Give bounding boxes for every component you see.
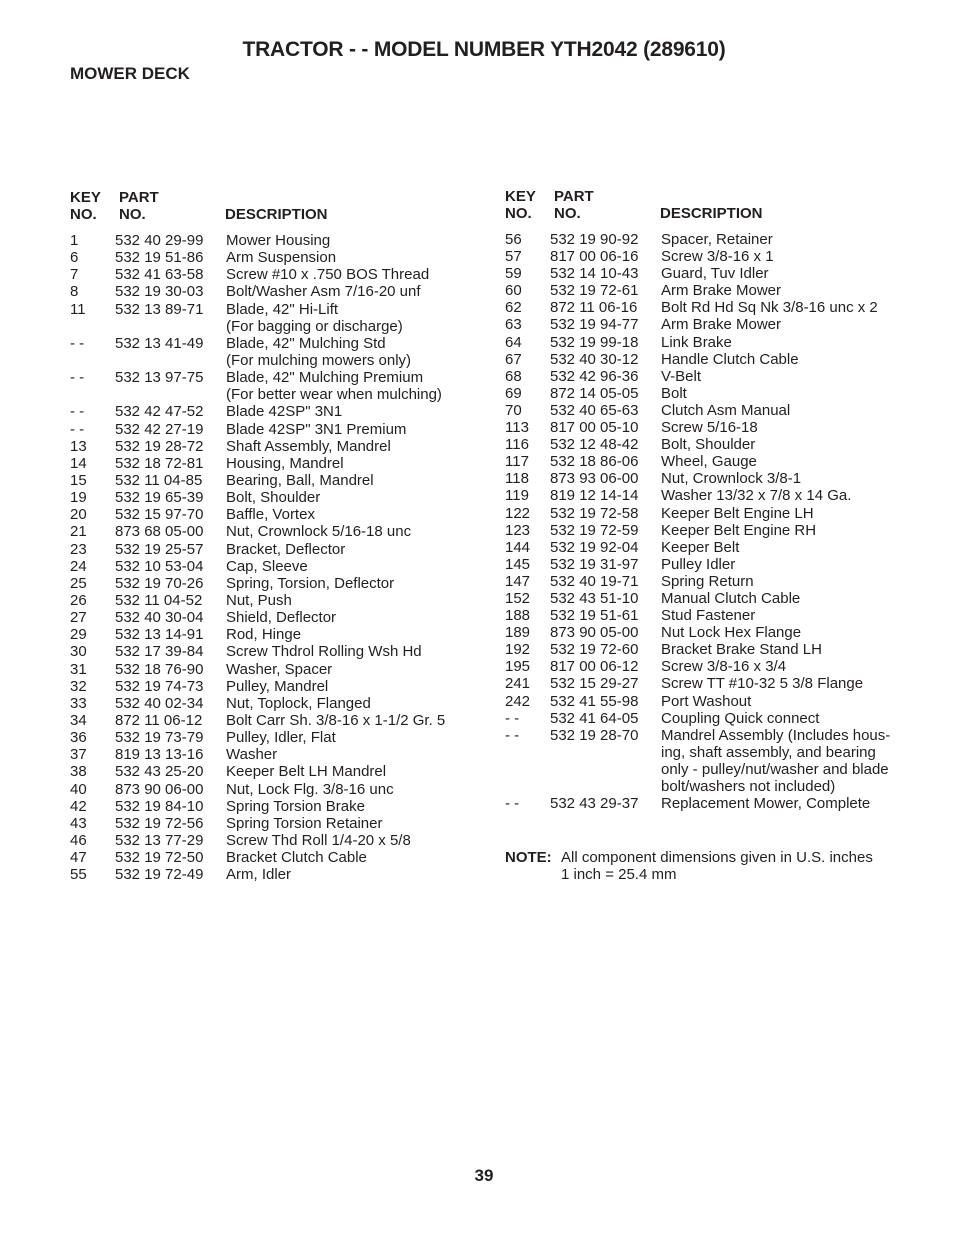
table-row [505, 334, 905, 351]
key-cell: 59 [505, 265, 522, 283]
part-number-cell: 532 13 14-91 [115, 626, 204, 644]
part-number-cell: 532 18 72-81 [115, 454, 204, 472]
key-cell: 57 [505, 248, 522, 266]
right-header-part: PART NO. [554, 188, 594, 222]
key-cell: 119 [505, 487, 529, 505]
table-row [70, 866, 470, 883]
key-cell: 122 [505, 504, 531, 522]
key-cell: 188 [505, 607, 531, 625]
description-cell: Spring Return [661, 572, 754, 590]
table-row [70, 575, 470, 592]
key-cell: 47 [70, 849, 87, 867]
table-row [70, 335, 470, 352]
description-cell: Nut, Crownlock 5/16-18 unc [226, 523, 412, 541]
part-number-cell: 532 19 28-70 [550, 726, 639, 744]
table-row [505, 556, 905, 573]
part-number-cell: 872 14 05-05 [550, 384, 639, 402]
key-cell: 27 [70, 609, 87, 627]
description-cell: Washer [226, 746, 278, 764]
left-header-description: DESCRIPTION [225, 206, 328, 223]
description-cell: (For mulching mowers only) [226, 351, 412, 369]
table-row [70, 832, 470, 849]
description-cell: only - pulley/nut/washer and blade [661, 760, 889, 778]
description-cell: Nut, Toplock, Flanged [226, 694, 371, 712]
key-cell: 37 [70, 746, 87, 764]
description-cell: Spring Torsion Brake [226, 797, 365, 815]
key-cell: 30 [70, 643, 87, 661]
note-text: All component dimensions given in U.S. inches [561, 849, 873, 866]
table-row [70, 403, 470, 420]
part-number-cell: 532 19 74-73 [115, 677, 204, 695]
part-number-cell: 532 10 53-04 [115, 557, 204, 575]
key-cell: 21 [70, 523, 87, 541]
table-row [505, 658, 905, 675]
description-cell: Replacement Mower, Complete [661, 795, 871, 813]
key-cell: 24 [70, 557, 87, 575]
table-row [70, 369, 470, 386]
description-cell: Nut, Lock Flg. 3/8-16 unc [226, 780, 394, 798]
table-row [505, 248, 905, 265]
key-cell: 23 [70, 540, 87, 558]
part-number-cell: 532 19 99-18 [550, 333, 639, 351]
table-row [505, 607, 905, 624]
part-number-cell: 532 12 48-42 [550, 436, 639, 454]
table-row [70, 643, 470, 660]
description-cell: Nut Lock Hex Flange [661, 624, 802, 642]
description-cell: Nut, Push [226, 591, 292, 609]
part-number-cell: 532 19 84-10 [115, 797, 204, 815]
key-cell: 13 [70, 437, 87, 455]
description-cell: Link Brake [661, 333, 732, 351]
part-number-cell: 819 13 13-16 [115, 746, 204, 764]
description-cell: Keeper Belt [661, 538, 740, 556]
part-number-cell: 532 13 97-75 [115, 369, 204, 387]
part-number-cell: 532 40 02-34 [115, 694, 204, 712]
description-cell: Screw 3/8-16 x 3/4 [661, 658, 787, 676]
part-number-cell: 532 15 97-70 [115, 506, 204, 524]
part-number-cell: 532 19 94-77 [550, 316, 639, 334]
description-cell: (For bagging or discharge) [226, 317, 403, 335]
part-number-cell: 532 13 41-49 [115, 334, 204, 352]
description-cell: Blade 42SP" 3N1 Premium [226, 420, 407, 438]
part-number-cell: 819 12 14-14 [550, 487, 639, 505]
description-cell: Screw TT #10-32 5 3/8 Flange [661, 675, 864, 693]
description-cell: Wheel, Gauge [661, 453, 757, 471]
table-row [70, 318, 470, 335]
table-row [70, 798, 470, 815]
table-row [70, 849, 470, 866]
key-cell: 14 [70, 454, 87, 472]
table-row [70, 232, 470, 249]
table-row [70, 541, 470, 558]
description-cell: Rod, Hinge [226, 626, 302, 644]
key-cell: 241 [505, 675, 531, 693]
part-number-cell: 532 40 29-99 [115, 232, 204, 249]
key-cell: 36 [70, 729, 87, 747]
key-cell: 42 [70, 797, 87, 815]
table-row [505, 727, 905, 744]
key-cell: 15 [70, 471, 87, 489]
key-cell: 34 [70, 711, 87, 729]
key-cell: 7 [70, 266, 79, 284]
part-number-cell: 532 19 90-92 [550, 231, 639, 248]
part-number-cell: 532 13 89-71 [115, 300, 204, 318]
table-row [505, 778, 905, 795]
key-cell: 46 [70, 831, 87, 849]
description-cell: Bracket, Deflector [226, 540, 346, 558]
description-cell: Guard, Tuv Idler [661, 265, 769, 283]
table-row [70, 386, 470, 403]
key-cell: - - [505, 726, 520, 744]
key-cell: 195 [505, 658, 531, 676]
description-cell: Baffle, Vortex [226, 506, 315, 524]
table-row [505, 385, 905, 402]
table-row [70, 815, 470, 832]
table-row [70, 609, 470, 626]
table-row [70, 729, 470, 746]
key-cell: 25 [70, 574, 87, 592]
table-row [70, 438, 470, 455]
key-cell: 118 [505, 470, 529, 488]
part-number-cell: 532 11 04-85 [115, 471, 203, 489]
description-cell: Arm Suspension [226, 249, 337, 267]
key-cell: 242 [505, 692, 531, 710]
key-cell: 69 [505, 384, 522, 402]
table-row [505, 368, 905, 385]
key-cell: 8 [70, 283, 79, 301]
part-number-cell: 532 19 72-49 [115, 866, 204, 884]
description-cell: Bracket Clutch Cable [226, 849, 367, 867]
part-number-cell: 532 19 31-97 [550, 555, 639, 573]
part-number-cell: 532 19 51-61 [550, 607, 639, 625]
right-header-key: KEY NO. [505, 188, 536, 222]
key-cell: 43 [70, 814, 87, 832]
key-cell: 60 [505, 282, 522, 300]
table-row [505, 282, 905, 299]
description-cell: ing, shaft assembly, and bearing [661, 743, 876, 761]
table-row [70, 678, 470, 695]
part-number-cell: 532 41 64-05 [550, 709, 639, 727]
description-cell: Arm Brake Mower [661, 282, 782, 300]
part-number-cell: 532 19 65-39 [115, 489, 204, 507]
table-row [505, 693, 905, 710]
part-number-cell: 532 19 28-72 [115, 437, 204, 455]
key-cell: 189 [505, 624, 531, 642]
table-row [70, 301, 470, 318]
part-number-cell: 532 19 30-03 [115, 283, 204, 301]
table-row [70, 489, 470, 506]
description-cell: Bracket Brake Stand LH [661, 641, 822, 659]
table-row [505, 522, 905, 539]
description-cell: Bolt, Shoulder [226, 489, 321, 507]
table-row [505, 761, 905, 778]
table-row [70, 352, 470, 369]
table-row [505, 710, 905, 727]
description-cell: Arm, Idler [226, 866, 292, 884]
key-cell: 55 [70, 866, 87, 884]
table-row [70, 283, 470, 300]
key-cell: - - [70, 420, 85, 438]
table-row [70, 661, 470, 678]
key-cell: 63 [505, 316, 522, 334]
table-row [505, 590, 905, 607]
table-row [70, 746, 470, 763]
table-row [505, 316, 905, 333]
part-number-cell: 532 18 86-06 [550, 453, 639, 471]
description-cell: Bolt Rd Hd Sq Nk 3/8-16 unc x 2 [661, 299, 878, 317]
part-number-cell: 817 00 06-16 [550, 248, 639, 266]
part-number-cell: 532 18 76-90 [115, 660, 204, 678]
part-number-cell: 532 19 25-57 [115, 540, 204, 558]
key-cell: 31 [70, 660, 87, 678]
part-number-cell: 873 90 06-00 [115, 780, 204, 798]
table-row [70, 592, 470, 609]
table-row [505, 539, 905, 556]
table-row [505, 419, 905, 436]
part-number-cell: 532 40 30-04 [115, 609, 204, 627]
key-cell: 67 [505, 350, 522, 368]
part-number-cell: 532 43 25-20 [115, 763, 204, 781]
description-cell: Keeper Belt LH Mandrel [226, 763, 387, 781]
description-cell: bolt/washers not included) [661, 778, 836, 795]
left-header-part: PART NO. [119, 189, 159, 223]
table-row [70, 421, 470, 438]
table-row [70, 249, 470, 266]
table-row [505, 675, 905, 692]
part-number-cell: 872 11 06-12 [115, 711, 203, 729]
key-cell: 144 [505, 538, 531, 556]
table-row [70, 695, 470, 712]
description-cell: Spring, Torsion, Deflector [226, 574, 395, 592]
description-cell: Washer, Spacer [226, 660, 333, 678]
left-header-key: KEY NO. [70, 189, 101, 223]
description-cell: Screw #10 x .750 BOS Thread [226, 266, 430, 284]
part-number-cell: 532 43 51-10 [550, 589, 639, 607]
note-conversion: 1 inch = 25.4 mm [561, 866, 677, 883]
description-cell: Blade, 42" Mulching Premium [226, 369, 424, 387]
table-row [70, 455, 470, 472]
table-row [505, 299, 905, 316]
key-cell: 147 [505, 572, 531, 590]
table-row [505, 487, 905, 504]
description-cell: Manual Clutch Cable [661, 589, 801, 607]
table-row [70, 763, 470, 780]
part-number-cell: 532 19 92-04 [550, 538, 639, 556]
key-cell: 56 [505, 231, 522, 248]
part-number-cell: 873 68 05-00 [115, 523, 204, 541]
description-cell: Spacer, Retainer [661, 231, 773, 248]
note-label: NOTE: [505, 849, 552, 866]
key-cell: 70 [505, 401, 522, 419]
description-cell: Washer 13/32 x 7/8 x 14 Ga. [661, 487, 852, 505]
part-number-cell: 532 40 19-71 [550, 572, 639, 590]
key-cell: 6 [70, 249, 79, 267]
description-cell: Bolt, Shoulder [661, 436, 756, 454]
key-cell: 123 [505, 521, 531, 539]
key-cell: - - [70, 403, 85, 421]
section-heading: MOWER DECK [70, 64, 190, 83]
key-cell: 64 [505, 333, 522, 351]
key-cell: 68 [505, 367, 522, 385]
key-cell: 113 [505, 419, 529, 437]
key-cell: 192 [505, 641, 531, 659]
part-number-cell: 532 42 27-19 [115, 420, 204, 438]
part-number-cell: 872 11 06-16 [550, 299, 638, 317]
description-cell: Screw 3/8-16 x 1 [661, 248, 774, 266]
part-number-cell: 532 41 55-98 [550, 692, 639, 710]
table-row [505, 351, 905, 368]
description-cell: Coupling Quick connect [661, 709, 820, 727]
key-cell: 19 [70, 489, 87, 507]
key-cell: 117 [505, 453, 529, 471]
table-row [505, 265, 905, 282]
key-cell: 152 [505, 589, 531, 607]
description-cell: Keeper Belt Engine RH [661, 521, 817, 539]
part-number-cell: 532 19 72-58 [550, 504, 639, 522]
table-row [505, 624, 905, 641]
part-number-cell: 532 14 10-43 [550, 265, 639, 283]
part-number-cell: 532 19 73-79 [115, 729, 204, 747]
description-cell: Bolt Carr Sh. 3/8-16 x 1-1/2 Gr. 5 [226, 711, 446, 729]
part-number-cell: 532 13 77-29 [115, 831, 204, 849]
key-cell: 116 [505, 436, 529, 454]
description-cell: Cap, Sleeve [226, 557, 308, 575]
part-number-cell: 532 42 47-52 [115, 403, 204, 421]
key-cell: 40 [70, 780, 87, 798]
description-cell: Shaft Assembly, Mandrel [226, 437, 391, 455]
key-cell: - - [505, 709, 520, 727]
part-number-cell: 532 42 96-36 [550, 367, 639, 385]
table-row [70, 558, 470, 575]
description-cell: Keeper Belt Engine LH [661, 504, 814, 522]
description-cell: Port Washout [661, 692, 752, 710]
table-row [505, 641, 905, 658]
part-number-cell: 532 19 72-50 [115, 849, 204, 867]
part-number-cell: 532 40 30-12 [550, 350, 639, 368]
table-row [505, 795, 905, 812]
description-cell: Shield, Deflector [226, 609, 337, 627]
key-cell: 20 [70, 506, 87, 524]
description-cell: V-Belt [661, 367, 702, 385]
description-cell: Arm Brake Mower [661, 316, 782, 334]
description-cell: Nut, Crownlock 3/8-1 [661, 470, 802, 488]
key-cell: 26 [70, 591, 87, 609]
description-cell: Stud Fastener [661, 607, 756, 625]
part-number-cell: 817 00 05-10 [550, 419, 639, 437]
description-cell: Blade, 42" Mulching Std [226, 334, 386, 352]
key-cell: 62 [505, 299, 522, 317]
table-row [70, 781, 470, 798]
table-row [70, 472, 470, 489]
description-cell: Blade 42SP" 3N1 [226, 403, 343, 421]
key-cell: 33 [70, 694, 87, 712]
table-row [505, 436, 905, 453]
part-number-cell: 532 11 04-52 [115, 591, 203, 609]
part-number-cell: 532 19 70-26 [115, 574, 204, 592]
description-cell: Bolt/Washer Asm 7/16-20 unf [226, 283, 421, 301]
table-row [505, 402, 905, 419]
key-cell: 38 [70, 763, 87, 781]
part-number-cell: 532 41 63-58 [115, 266, 204, 284]
description-cell: Screw 5/16-18 [661, 419, 758, 437]
description-cell: Housing, Mandrel [226, 454, 344, 472]
part-number-cell: 873 90 05-00 [550, 624, 639, 642]
description-cell: (For better wear when mulching) [226, 386, 442, 404]
key-cell: 11 [70, 300, 86, 318]
key-cell: - - [70, 334, 85, 352]
part-number-cell: 532 17 39-84 [115, 643, 204, 661]
key-cell: - - [505, 795, 520, 813]
description-cell: Mower Housing [226, 232, 331, 249]
part-number-cell: 532 19 72-56 [115, 814, 204, 832]
table-row [70, 523, 470, 540]
description-cell: Bolt [661, 384, 687, 402]
part-number-cell: 532 19 72-61 [550, 282, 639, 300]
table-row [505, 505, 905, 522]
page-number: 39 [474, 1166, 494, 1185]
part-number-cell: 817 00 06-12 [550, 658, 639, 676]
description-cell: Screw Thdrol Rolling Wsh Hd [226, 643, 422, 661]
description-cell: Clutch Asm Manual [661, 401, 791, 419]
part-number-cell: 532 43 29-37 [550, 795, 639, 813]
key-cell: 29 [70, 626, 87, 644]
description-cell: Pulley, Mandrel [226, 677, 329, 695]
part-number-cell: 532 19 72-59 [550, 521, 639, 539]
key-cell: - - [70, 369, 85, 387]
description-cell: Bearing, Ball, Mandrel [226, 471, 374, 489]
right-header-description: DESCRIPTION [660, 205, 763, 222]
parts-table-right [505, 231, 905, 812]
description-cell: Handle Clutch Cable [661, 350, 799, 368]
parts-table-left [70, 232, 470, 883]
part-number-cell: 532 40 65-63 [550, 401, 639, 419]
table-row [505, 744, 905, 761]
description-cell: Pulley, Idler, Flat [226, 729, 336, 747]
description-cell: Screw Thd Roll 1/4-20 x 5/8 [226, 831, 411, 849]
table-row [505, 573, 905, 590]
table-row [505, 453, 905, 470]
key-cell: 32 [70, 677, 87, 695]
table-row [70, 266, 470, 283]
description-cell: Spring Torsion Retainer [226, 814, 383, 832]
page-title: TRACTOR - - MODEL NUMBER YTH2042 (289610) [242, 38, 726, 61]
part-number-cell: 873 93 06-00 [550, 470, 639, 488]
part-number-cell: 532 19 72-60 [550, 641, 639, 659]
table-row [70, 506, 470, 523]
description-cell: Mandrel Assembly (Includes hous- [661, 726, 891, 744]
part-number-cell: 532 19 51-86 [115, 249, 204, 267]
table-row [70, 626, 470, 643]
description-cell: Blade, 42" Hi-Lift [226, 300, 339, 318]
table-row [505, 231, 905, 248]
key-cell: 1 [70, 232, 79, 249]
description-cell: Pulley Idler [661, 555, 736, 573]
table-row [70, 712, 470, 729]
table-row [505, 470, 905, 487]
part-number-cell: 532 15 29-27 [550, 675, 639, 693]
key-cell: 145 [505, 555, 531, 573]
